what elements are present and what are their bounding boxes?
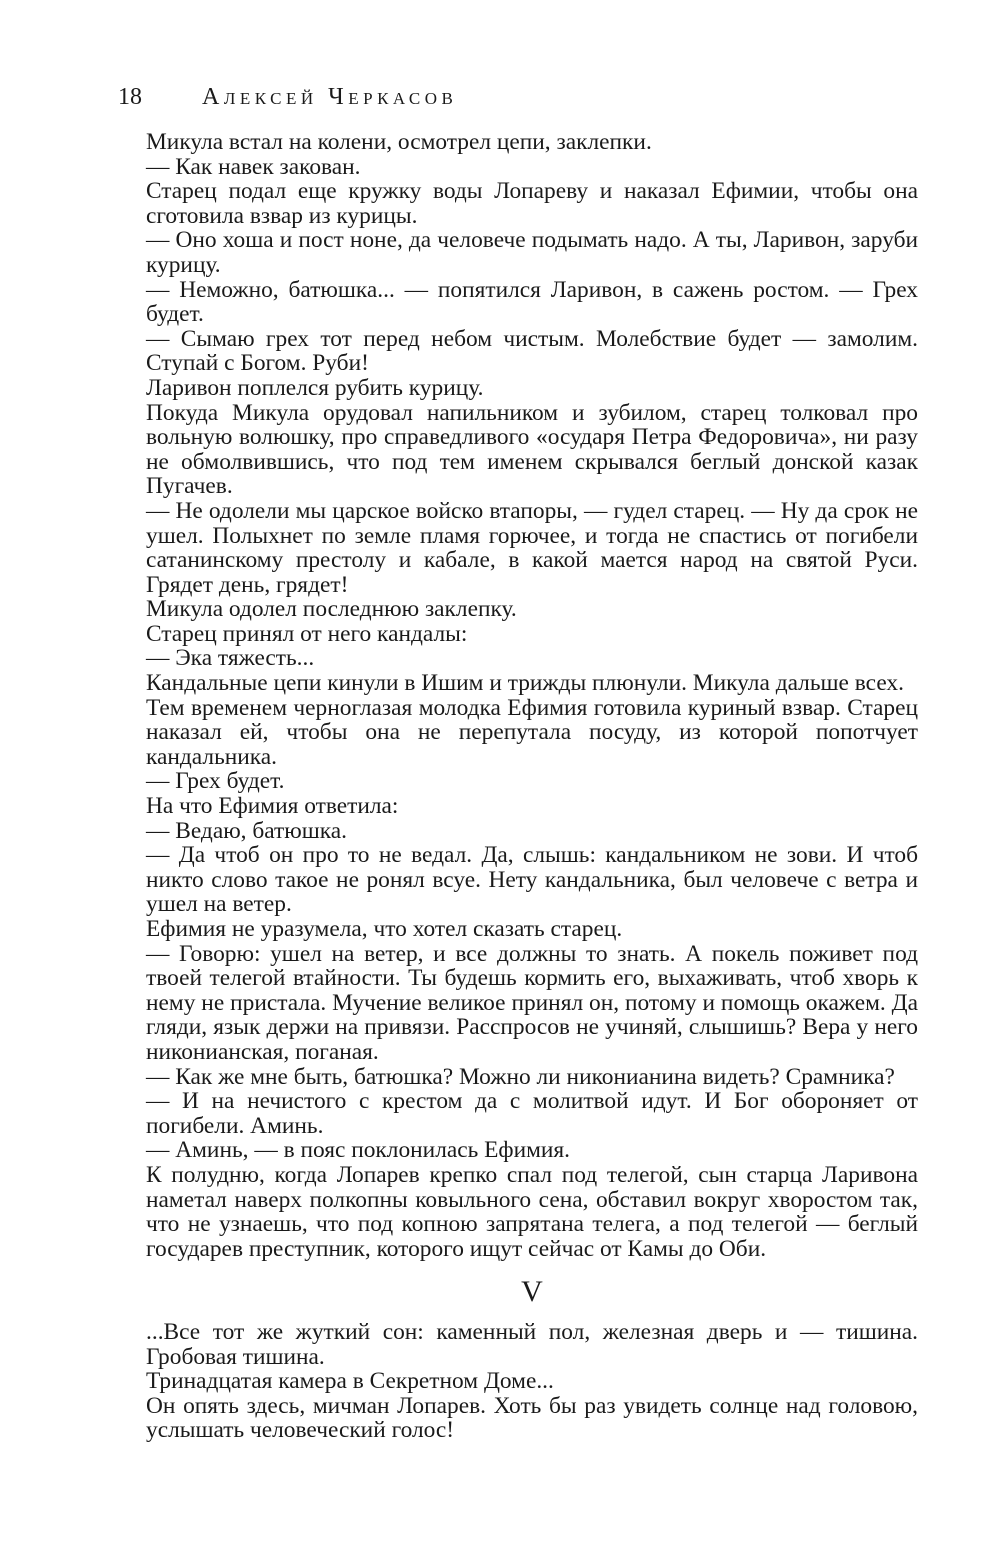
paragraph: На что Ефимия ответила: [146, 793, 399, 820]
paragraph: — Как навек закован. [146, 153, 361, 180]
paragraph: — Ведаю, батюшка. [146, 817, 347, 844]
chapter-heading: V [521, 1275, 543, 1308]
paragraph: Ефимия не уразумела, что хотел сказать старец. [146, 916, 623, 942]
chapter-text [146, 1320, 918, 1443]
paragraph: К полудню, когда Лопарев крепко спал под телегой, сын старца Ларивона наметал наверх полкопны ковыльного сена, обставил вокруг хворостом так, что не узнаешь, что под копною запрятана телега, а под телегой — беглый государев преступник, которого ищут сейчас от Камы до Оби. [146, 1161, 918, 1262]
paragraph: Тем временем черноглазая молодка Ефимия готовила куриный взвар. Старец наказал ей, чтобы она не перепутала посуду, из которой попотчует кандальника. [146, 694, 918, 770]
paragraph: Старец подал еще кружку воды Лопареву и наказал Ефимии, чтобы она сготовила взвар из курицы. [146, 178, 918, 229]
paragraph: Старец принял от него кандалы: [146, 620, 468, 647]
paragraph: Он опять здесь, мичман Лопарев. Хоть бы раз увидеть солнце над головою, услышать человеческий голос! [146, 1392, 918, 1444]
paragraph: — Неможно, батюшка... — попятился Ларивон, в сажень ростом. — Грех будет. [146, 276, 918, 328]
paragraph: — Грех будет. [146, 768, 285, 795]
running-header [118, 82, 918, 116]
paragraph: ...Все тот же жуткий сон: каменный пол, железная дверь и — тишина. Гробовая тишина. [146, 1319, 918, 1370]
paragraph: — И на нечистого с крестом да с молитвой идут. И Бог обороняет от погибели. Аминь. [146, 1088, 918, 1139]
paragraph: — Сымаю грех тот перед небом чистым. Молебствие будет — замолим. Ступай с Богом. Руби! [146, 325, 918, 377]
paragraph: — Эка тяжесть... [146, 645, 315, 672]
paragraph: — Аминь, — в пояс поклонилась Ефимия. [146, 1137, 571, 1164]
paragraph: Микула встал на колени, осмотрел цепи, заклепки. [146, 129, 652, 155]
paragraph: Кандальные цепи кинули в Ишим и трижды плюнули. Микула дальше всех. [146, 670, 904, 697]
paragraph: Покуда Микула орудовал напильником и зубилом, старец толковал про вольную волюшку, про справедливого «осударя Петра Федоровича», ни разу не обмолвившись, что под тем именем скрывался беглый донской казак Пугачев. [146, 399, 918, 500]
paragraph: Микула одолел последнюю заклепку. [146, 596, 517, 623]
paragraph: Тринадцатая камера в Секретном Доме... [146, 1368, 554, 1395]
running-title: Алексей Черкасов [202, 84, 458, 110]
page-number: 18 [118, 84, 142, 110]
paragraph: — Оно хоша и пост ноне, да человече подымать надо. А ты, Ларивон, заруби курицу. [146, 227, 918, 278]
paragraph: Ларивон поплелся рубить курицу. [146, 374, 484, 401]
paragraph: — Говорю: ушел на ветер, и все должны то знать. А покель поживет под твоей телегой втайности. Ты будешь кормить его, выхаживать, чтоб хворь к нему не пристала. Мучение великое принял он, потому и помощь окажем. Да гляди, язык держи на привязи. Расспросов не учиняй, слышишь? Вера у него никонианская, поганая. [146, 940, 918, 1065]
paragraph: — Не одолели мы царское войско втапоры, — гудел старец. — Ну да срок не ушел. Полыхнет по земле пламя горючее, и тогда не спастись от погибели сатанинскому престолу и кабале, в какой мается народ на святой Руси. Грядет день, грядет! [146, 497, 918, 598]
body-text [146, 130, 918, 1261]
paragraph: — Как же мне быть, батюшка? Можно ли никонианина видеть? Срамника? [146, 1063, 895, 1090]
paragraph: — Да чтоб он про то не ведал. Да, слышь: кандальником не зови. И чтоб никто слово такое не ронял всуе. Нету кандальника, был человече с ветра и ушел на ветер. [146, 842, 918, 918]
